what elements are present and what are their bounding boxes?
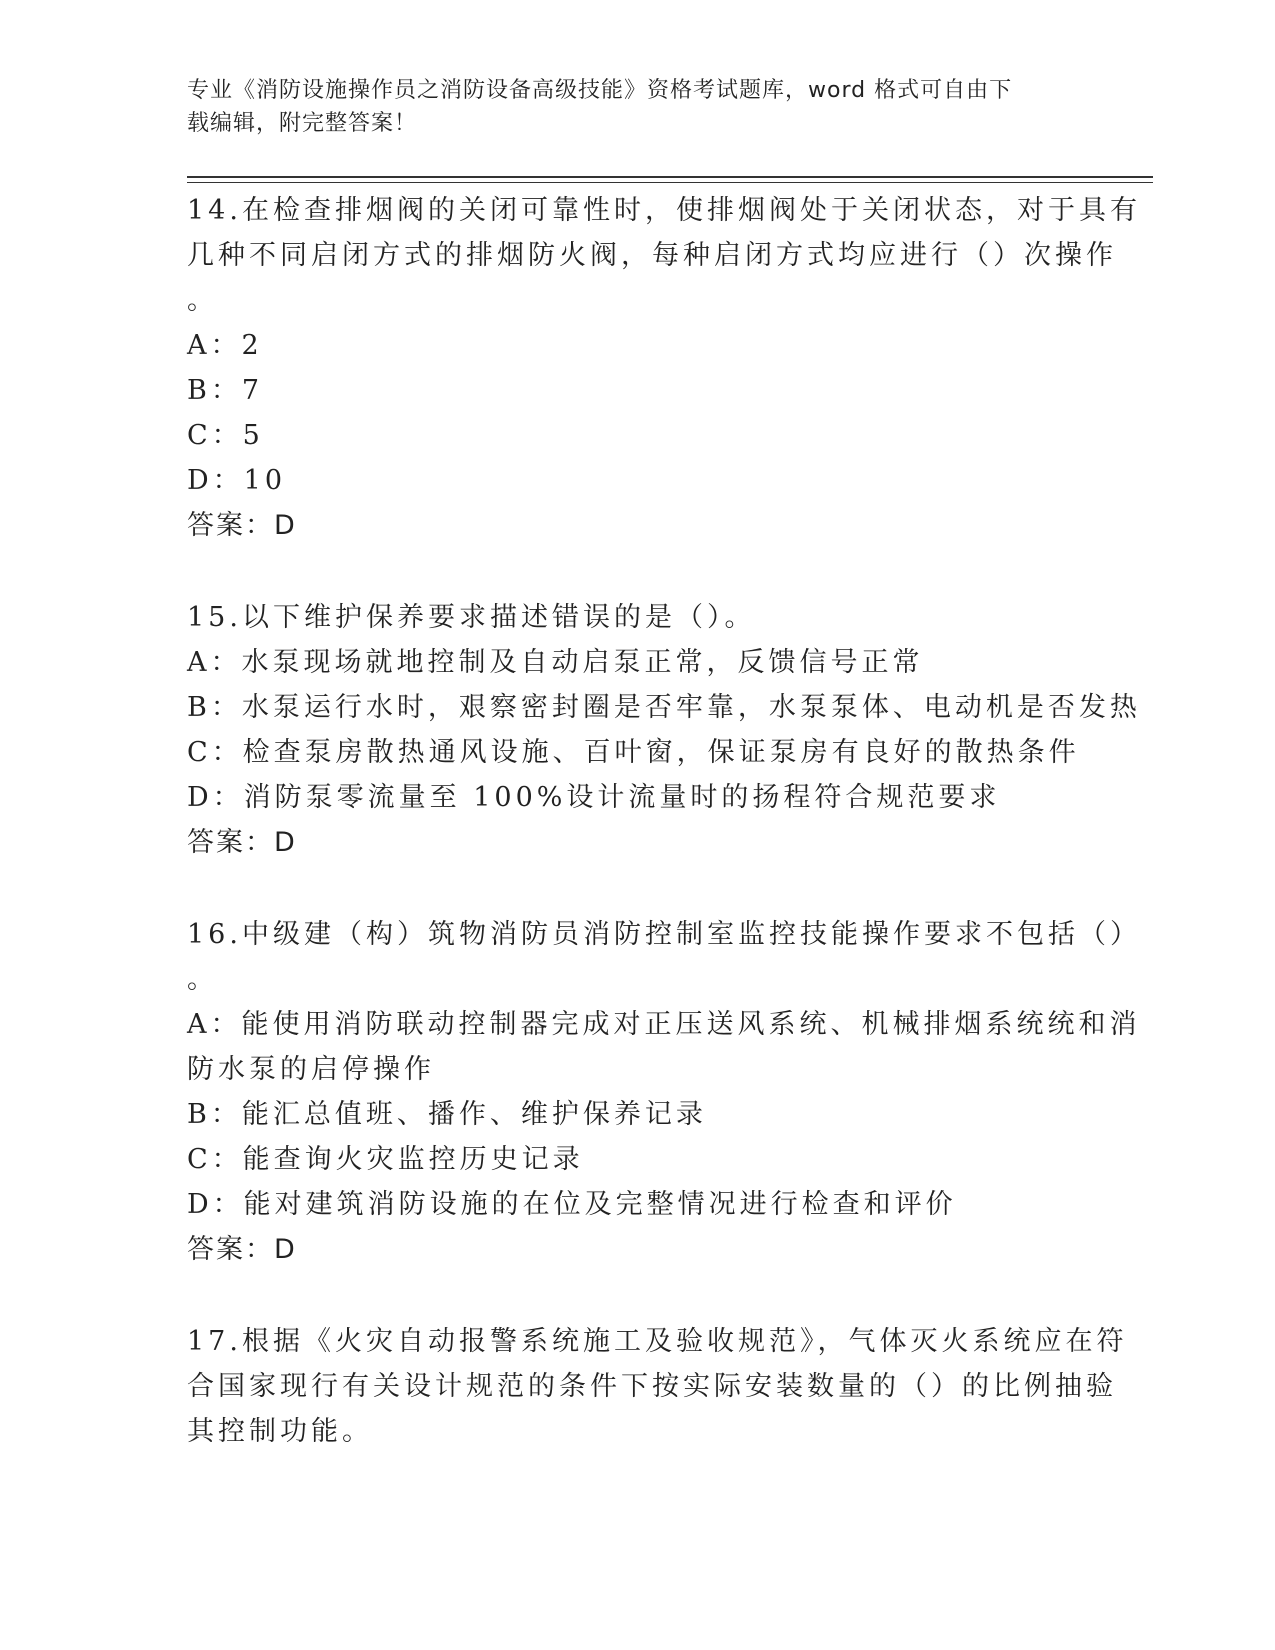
question-15 (187, 595, 1141, 865)
option-d: D：能对建筑消防设施的在位及完整情况进行检查和评价 (187, 1189, 957, 1220)
question-14 (187, 188, 1141, 548)
question-stem-line: 几种不同启闭方式的排烟防火阀，每种启闭方式均应进行（）次操作 (187, 240, 1117, 271)
option-b: B：能汇总值班、播作、维护保养记录 (187, 1099, 707, 1130)
document-header (187, 74, 1067, 140)
option-b: B：7 (187, 375, 264, 406)
question-stem-line: 15.以下维护保养要求描述错误的是（）。 (187, 602, 756, 633)
question-stem-line: 14.在检查排烟阀的关闭可靠性时，使排烟阀处于关闭状态，对于具有 (187, 195, 1141, 226)
option-b: B：水泵运行水时，艰察密封圈是否牢靠，水泵泵体、电动机是否发热 (187, 692, 1141, 723)
question-stem-line: 合国家现行有关设计规范的条件下按实际安装数量的（）的比例抽验 (187, 1371, 1117, 1402)
question-16 (187, 912, 1141, 1272)
option-d: D：10 (187, 465, 287, 496)
option-a: A：能使用消防联动控制器完成对正压送风系统、机械排烟系统统和消 (187, 1009, 1141, 1040)
question-stem-line: 其控制功能。 (187, 1416, 373, 1447)
header-divider-thin (187, 182, 1153, 183)
question-spacer (187, 865, 1067, 912)
question-stem-line: 。 (187, 964, 218, 995)
option-a-continued: 防水泵的启停操作 (187, 1054, 435, 1085)
option-a: A：2 (187, 330, 263, 361)
option-c: C：检查泵房散热通风设施、百叶窗，保证泵房有良好的散热条件 (187, 737, 1080, 768)
question-17 (187, 1319, 1128, 1454)
question-stem-line: 16.中级建（构）筑物消防员消防控制室监控技能操作要求不包括（） (187, 919, 1141, 950)
question-stem-line: 17.根据《火灾自动报警系统施工及验收规范》，气体灭火系统应在符 (187, 1326, 1128, 1357)
question-spacer (187, 1272, 1067, 1319)
option-c: C：能查询火灾监控历史记录 (187, 1144, 584, 1175)
option-d: D：消防泵零流量至 100%设计流量时的扬程符合规范要求 (187, 782, 1001, 813)
answer-line: 答案：D (187, 1234, 297, 1265)
question-list (187, 188, 1141, 1454)
answer-line: 答案：D (187, 827, 297, 858)
question-stem-line: 。 (187, 285, 218, 316)
header-line-1: 专业《消防设施操作员之消防设备高级技能》资格考试题库，word 格式可自由下 (187, 78, 1013, 103)
header-divider-thick (187, 176, 1153, 178)
answer-line: 答案：D (187, 510, 297, 541)
option-a: A：水泵现场就地控制及自动启泵正常，反馈信号正常 (187, 647, 924, 678)
header-line-2: 载编辑，附完整答案！ (187, 111, 418, 136)
option-c: C：5 (187, 420, 264, 451)
question-spacer (187, 548, 1067, 595)
